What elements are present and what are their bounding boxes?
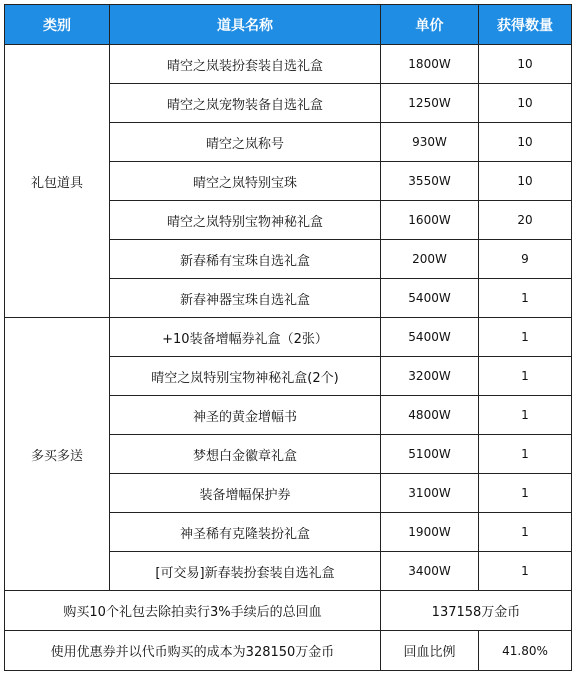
item-qty: 1 bbox=[479, 513, 572, 552]
item-price: 3200W bbox=[381, 357, 479, 396]
summary-ratio-row bbox=[5, 631, 572, 671]
item-name: 神圣稀有克隆装扮礼盒 bbox=[110, 513, 381, 552]
item-name: 新春稀有宝珠自选礼盒 bbox=[110, 240, 381, 279]
table-row bbox=[5, 45, 572, 84]
item-price: 3550W bbox=[381, 162, 479, 201]
item-price: 3100W bbox=[381, 474, 479, 513]
item-name: 梦想白金徽章礼盒 bbox=[110, 435, 381, 474]
item-price: 4800W bbox=[381, 396, 479, 435]
header-item-name: 道具名称 bbox=[110, 5, 381, 45]
item-qty: 20 bbox=[479, 201, 572, 240]
item-name: [可交易]新春装扮套装自选礼盒 bbox=[110, 552, 381, 591]
item-price: 930W bbox=[381, 123, 479, 162]
item-name: 新春神器宝珠自选礼盒 bbox=[110, 279, 381, 318]
ratio-value: 41.80% bbox=[479, 631, 572, 671]
total-return-value: 137158万金币 bbox=[381, 591, 572, 631]
header-row bbox=[5, 5, 572, 45]
table-row bbox=[5, 318, 572, 357]
item-qty: 1 bbox=[479, 318, 572, 357]
item-name: 晴空之岚特别宝珠 bbox=[110, 162, 381, 201]
summary-total-row bbox=[5, 591, 572, 631]
item-name: +10装备增幅券礼盒（2张） bbox=[110, 318, 381, 357]
cost-label: 使用优惠券并以代币购买的成本为328150万金币 bbox=[5, 631, 381, 671]
item-price: 5100W bbox=[381, 435, 479, 474]
item-name: 神圣的黄金增幅书 bbox=[110, 396, 381, 435]
item-qty: 1 bbox=[479, 552, 572, 591]
category-cell: 多买多送 bbox=[5, 318, 110, 591]
item-name: 装备增幅保护券 bbox=[110, 474, 381, 513]
total-return-label: 购买10个礼包去除拍卖行3%手续后的总回血 bbox=[5, 591, 381, 631]
item-price: 1600W bbox=[381, 201, 479, 240]
item-price: 5400W bbox=[381, 318, 479, 357]
item-price: 1800W bbox=[381, 45, 479, 84]
item-qty: 1 bbox=[479, 357, 572, 396]
item-price: 3400W bbox=[381, 552, 479, 591]
item-qty: 1 bbox=[479, 396, 572, 435]
header-quantity: 获得数量 bbox=[479, 5, 572, 45]
item-price: 5400W bbox=[381, 279, 479, 318]
item-qty: 1 bbox=[479, 474, 572, 513]
item-qty: 1 bbox=[479, 279, 572, 318]
item-name: 晴空之岚宠物装备自选礼盒 bbox=[110, 84, 381, 123]
item-name: 晴空之岚称号 bbox=[110, 123, 381, 162]
header-category: 类别 bbox=[5, 5, 110, 45]
item-price: 200W bbox=[381, 240, 479, 279]
item-name: 晴空之岚特别宝物神秘礼盒 bbox=[110, 201, 381, 240]
item-name: 晴空之岚特别宝物神秘礼盒(2个) bbox=[110, 357, 381, 396]
category-cell: 礼包道具 bbox=[5, 45, 110, 318]
item-qty: 10 bbox=[479, 123, 572, 162]
item-qty: 10 bbox=[479, 45, 572, 84]
item-qty: 10 bbox=[479, 84, 572, 123]
item-qty: 10 bbox=[479, 162, 572, 201]
item-price: 1250W bbox=[381, 84, 479, 123]
item-name: 晴空之岚装扮套装自选礼盒 bbox=[110, 45, 381, 84]
item-price: 1900W bbox=[381, 513, 479, 552]
item-qty: 1 bbox=[479, 435, 572, 474]
ratio-label: 回血比例 bbox=[381, 631, 479, 671]
header-price: 单价 bbox=[381, 5, 479, 45]
item-qty: 9 bbox=[479, 240, 572, 279]
price-table bbox=[4, 4, 572, 671]
